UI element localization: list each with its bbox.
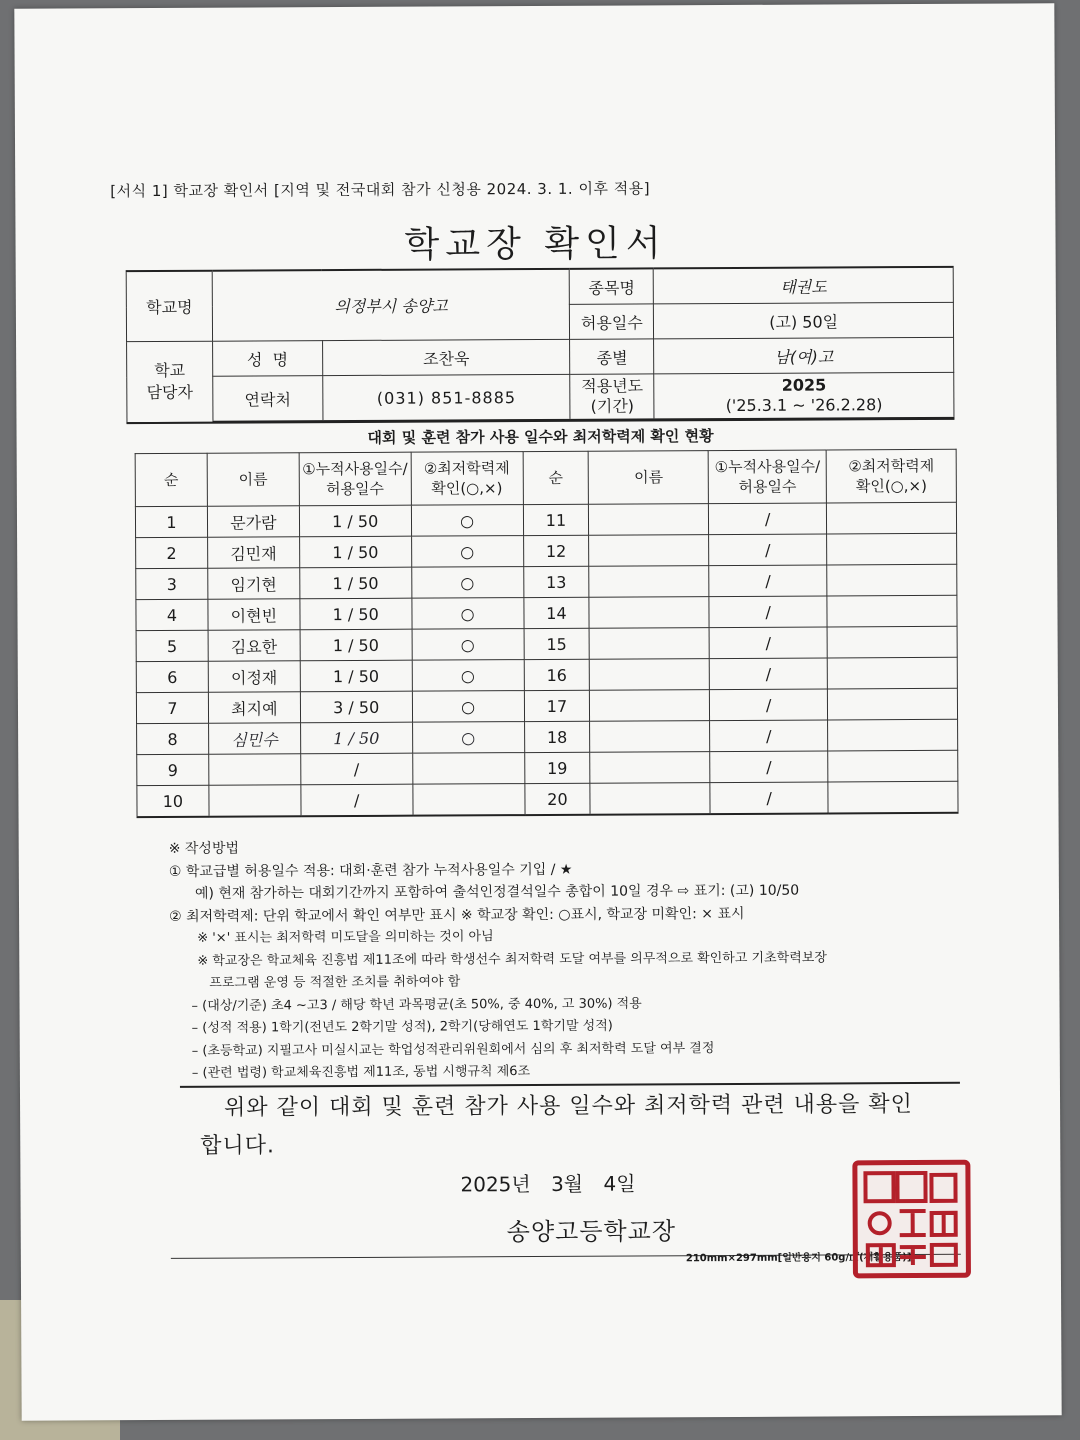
row-num-right: 14 [523, 597, 589, 628]
row-name [209, 754, 301, 785]
table-row [136, 626, 957, 661]
row-check-right [826, 502, 956, 534]
school-label: 학교명 [126, 271, 212, 342]
contact-label: 연락처 [213, 376, 323, 422]
row-num-right: 13 [523, 566, 589, 597]
row-num-right: 19 [524, 752, 590, 783]
paper-spec: 210mm×297mm[일반용지 60g/㎡(재활용품)] [685, 1252, 912, 1265]
row-days: 1 / 50 [300, 629, 412, 661]
row-num: 6 [136, 661, 208, 692]
header-days: ①누적사용일수/ 허용일수 [299, 452, 411, 506]
row-check [412, 753, 524, 785]
row-check-right [828, 719, 958, 751]
row-days-right: / [709, 503, 827, 535]
instruction-line: ② 최저학력제: 단위 학교에서 확인 여부만 표시 ※ 학교장 확인: ○표시, 학교장 미확인: × 표시 [169, 905, 745, 925]
table-row [137, 750, 958, 785]
gender-value: 남(여)고 [654, 337, 954, 374]
confirmation-line-1: 위와 같이 대회 및 훈련 참가 사용 일수와 최저학력 관련 내용을 확인 [224, 1092, 913, 1121]
row-days-right: / [709, 596, 827, 628]
event-value: 태권도 [654, 267, 954, 304]
row-num-right: 16 [524, 659, 590, 690]
row-days: / [300, 753, 412, 785]
row-days: 3 / 50 [300, 691, 412, 723]
row-days: 1 / 50 [300, 598, 412, 630]
row-name [209, 785, 301, 817]
row-check-right [828, 750, 958, 782]
form-header: [서식 1] 학교장 확인서 [지역 및 전국대회 참가 신청용 2024. 3. 1. 이후 적용] [110, 179, 651, 201]
row-name-right [589, 504, 709, 536]
section-title: 대회 및 훈련 참가 사용 일수와 최저학력제 확인 현황 [126, 418, 954, 454]
row-days: 1 / 50 [300, 660, 412, 692]
row-check: ○ [412, 598, 524, 630]
row-num-right: 20 [524, 783, 590, 815]
instruction-line: 프로그램 운영 등 적절한 조치를 취하여야 함 [209, 974, 461, 991]
table-body [135, 502, 958, 817]
header-name-right: 이름 [589, 451, 709, 505]
row-name: 심민수 [208, 723, 300, 754]
row-num: 5 [136, 630, 208, 661]
row-days-right: / [709, 565, 827, 597]
row-check: ○ [412, 722, 524, 754]
table-row [137, 719, 958, 754]
row-days-right: / [710, 782, 828, 814]
instructions [169, 834, 970, 1086]
table-header-row [135, 449, 956, 506]
row-days: 1 / 50 [300, 567, 412, 599]
participation-table [135, 449, 959, 818]
row-days-right: / [710, 720, 828, 752]
row-check-right [828, 781, 958, 813]
row-check-right [827, 564, 957, 596]
school-value: 의정부시 송양고 [212, 269, 570, 341]
row-days-right: / [710, 689, 828, 721]
header-name: 이름 [207, 453, 299, 506]
document-paper [14, 3, 1061, 1420]
year-cell [654, 372, 954, 419]
instruction-line: ※ '×' 표시는 최저학력 미도달을 의미하는 것이 아님 [197, 929, 494, 946]
manager-label: 학교 담당자 [127, 341, 213, 422]
sign-date: 2025년 3월 4일 [460, 1171, 636, 1197]
row-check-right [827, 657, 957, 689]
row-days-right: / [710, 751, 828, 783]
row-days-right: / [709, 658, 827, 690]
instruction-line: – (대상/기준) 초4 ~고3 / 해당 학년 과목평균(초 50%, 중 40%, 고 30%) 적용 [191, 995, 642, 1014]
seal-icon [857, 1165, 966, 1274]
document-title: 학교장 확인서 [404, 223, 667, 266]
row-num-right: 17 [524, 690, 590, 721]
row-check-right [827, 626, 957, 658]
row-num: 1 [135, 506, 207, 537]
row-name-right [589, 535, 709, 567]
row-name-right [589, 566, 709, 598]
instruction-line: – (관련 법령) 학교체육진흥법 제11조, 동법 시행규칙 제6조 [191, 1064, 531, 1081]
row-num: 2 [136, 537, 208, 568]
row-check [413, 784, 525, 816]
row-check: ○ [411, 536, 523, 568]
instruction-line: ※ 학교장은 학교체육 진흥법 제11조에 따라 학생선수 최저학력 도달 여부를 의무적으로 확인하고 기초학력보장 [197, 949, 827, 969]
table-row [136, 595, 957, 630]
row-num: 4 [136, 599, 208, 630]
gender-label: 종별 [570, 339, 654, 374]
row-name-right [590, 690, 710, 722]
name-value: 조찬욱 [322, 339, 570, 375]
row-name-right [589, 628, 709, 660]
row-check: ○ [411, 505, 523, 537]
row-days: 1 / 50 [299, 505, 411, 537]
row-check-right [827, 595, 957, 627]
header-num: 순 [135, 453, 207, 506]
row-num-right: 11 [523, 504, 589, 535]
allowed-days-label: 허용일수 [570, 304, 654, 339]
header-check: ②최저학력제 확인(○,×) [411, 452, 523, 506]
row-name: 이정재 [208, 661, 300, 692]
confirmation-text [200, 1086, 960, 1166]
year-label: 적용년도 (기간) [570, 374, 654, 420]
row-check: ○ [412, 660, 524, 692]
row-name: 이현빈 [208, 599, 300, 630]
row-name: 최지예 [208, 692, 300, 723]
row-check: ○ [412, 691, 524, 723]
period-value: ('25.3.1 ~ '26.2.28) [725, 395, 883, 416]
instruction-line: – (성적 적용) 1학기(전년도 2학기말 성적), 2학기(당해연도 1학기말 성적) [191, 1018, 613, 1036]
row-num: 9 [137, 754, 209, 785]
row-num: 3 [136, 568, 208, 599]
allowed-days-value: (고) 50일 [654, 302, 954, 339]
instruction-heading: ※ 작성방법 [168, 840, 240, 857]
table-row [136, 533, 957, 568]
table-row [137, 781, 958, 817]
event-label: 종목명 [570, 268, 654, 304]
header-num-right: 순 [523, 451, 589, 504]
instruction-line: 예) 현재 참가하는 대회기간까지 포함하여 출석인정결석일수 총합이 10일 경우 ⇨ 표기: (고) 10/50 [194, 882, 800, 902]
row-name-right [590, 659, 710, 691]
official-seal-stamp [852, 1160, 971, 1279]
instruction-line: – (초등학교) 지필고사 미실시교는 학업성적관리위원회에서 심의 후 최저학력 도달 여부 결정 [191, 1040, 715, 1059]
info-table [126, 266, 955, 423]
table-row [136, 688, 957, 723]
row-name-right [589, 597, 709, 629]
year-value: 2025 [781, 375, 827, 395]
row-name-right [590, 783, 710, 815]
row-check: ○ [412, 629, 524, 661]
contact-value: (031) 851-8885 [323, 374, 571, 421]
table-row [136, 564, 957, 599]
row-check-right [827, 533, 957, 565]
row-num: 7 [136, 692, 208, 723]
table-row [135, 502, 956, 537]
row-days-right: / [709, 534, 827, 566]
name-label: 성 명 [212, 341, 322, 377]
row-check: ○ [411, 567, 523, 599]
row-name-right [590, 721, 710, 753]
row-num: 8 [137, 723, 209, 754]
header-check-right: ②최저학력제 확인(○,×) [826, 449, 956, 503]
row-check-right [827, 688, 957, 720]
row-days-right: / [709, 627, 827, 659]
row-days: 1 / 50 [299, 536, 411, 568]
row-name: 김민재 [207, 537, 299, 568]
row-num-right: 18 [524, 721, 590, 752]
table-row [136, 657, 957, 692]
row-days: 1 / 50 [300, 722, 412, 754]
row-days: / [301, 784, 413, 816]
confirmation-line-2: 합니다. [200, 1133, 276, 1159]
row-num: 10 [137, 785, 209, 817]
signer-name: 송양고등학교장 [506, 1217, 677, 1247]
row-name-right [590, 752, 710, 784]
row-num-right: 12 [523, 535, 589, 566]
instruction-line: ① 학교급별 허용일수 적용: 대회·훈련 참가 누적사용일수 기입 / ★ [168, 861, 573, 880]
header-days-right: ①누적사용일수/ 허용일수 [708, 450, 826, 504]
row-name: 임기현 [208, 568, 300, 599]
row-num-right: 15 [524, 628, 590, 659]
row-name: 문가람 [207, 506, 299, 537]
row-name: 김요한 [208, 630, 300, 661]
